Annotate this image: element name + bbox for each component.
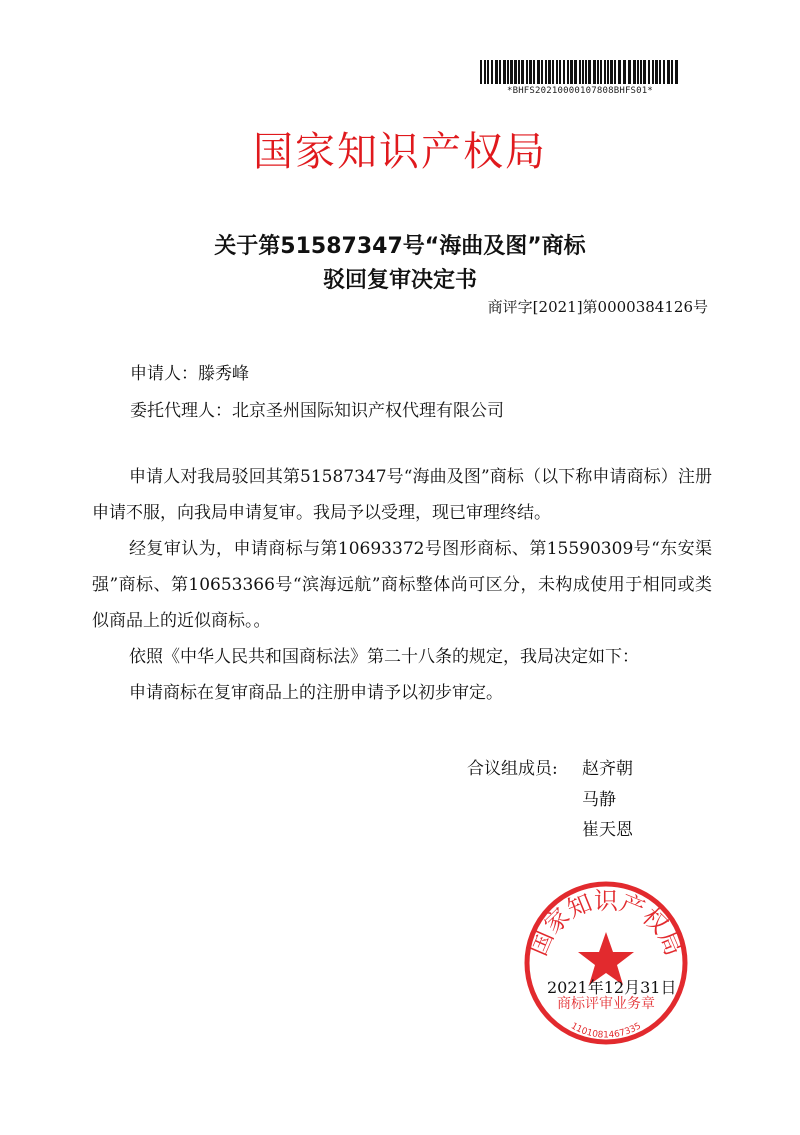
paragraph-2: 经复审认为，申请商标与第10693372号图形商标、第15590309号“东安渠强”商标、第10653366号“滨海远航”商标整体尚可区分，未构成使用于相同或类似商品上的近似商标。。 xyxy=(92,539,712,631)
barcode xyxy=(480,60,680,84)
seal-bottom-text: 商标评审业务章 xyxy=(557,996,655,1012)
document-title-line-2: 驳回复审决定书 xyxy=(322,268,477,293)
applicant: 申请人：滕秀峰 xyxy=(130,364,249,384)
paragraph-4: 申请商标在复审商品上的注册申请予以初步审定。 xyxy=(129,683,503,703)
document-number: 商评字[2021]第0000384126号 xyxy=(487,298,708,316)
panel-member-1: 赵齐朝 xyxy=(582,759,633,779)
barcode-number: *BHFS20210000107808BHFS01* xyxy=(506,86,654,96)
seal-serial: 1101081467335 xyxy=(569,1021,643,1041)
body-text xyxy=(92,459,712,711)
paragraph-1: 申请人对我局驳回其第51587347号“海曲及图”商标（以下称申请商标）注册申请不服，向我局申请复审。我局予以受理，现已审理终结。 xyxy=(92,467,712,523)
panel-label: 合议组成员: xyxy=(467,759,558,779)
panel-member-3: 崔天恩 xyxy=(582,820,633,840)
seal-top-text: 国家知识产权局 xyxy=(524,886,688,960)
panel-member-2: 马静 xyxy=(582,790,616,810)
document-title-line-1: 关于第51587347号“海曲及图”商标 xyxy=(214,234,586,259)
agency-name: 国家知识产权局 xyxy=(253,129,547,175)
decision-date: 2021年12月31日 xyxy=(547,978,677,997)
paragraph-3: 依照《中华人民共和国商标法》第二十八条的规定，我局决定如下： xyxy=(129,647,639,667)
agent: 委托代理人：北京圣州国际知识产权代理有限公司 xyxy=(130,401,504,421)
official-seal xyxy=(523,880,689,1046)
